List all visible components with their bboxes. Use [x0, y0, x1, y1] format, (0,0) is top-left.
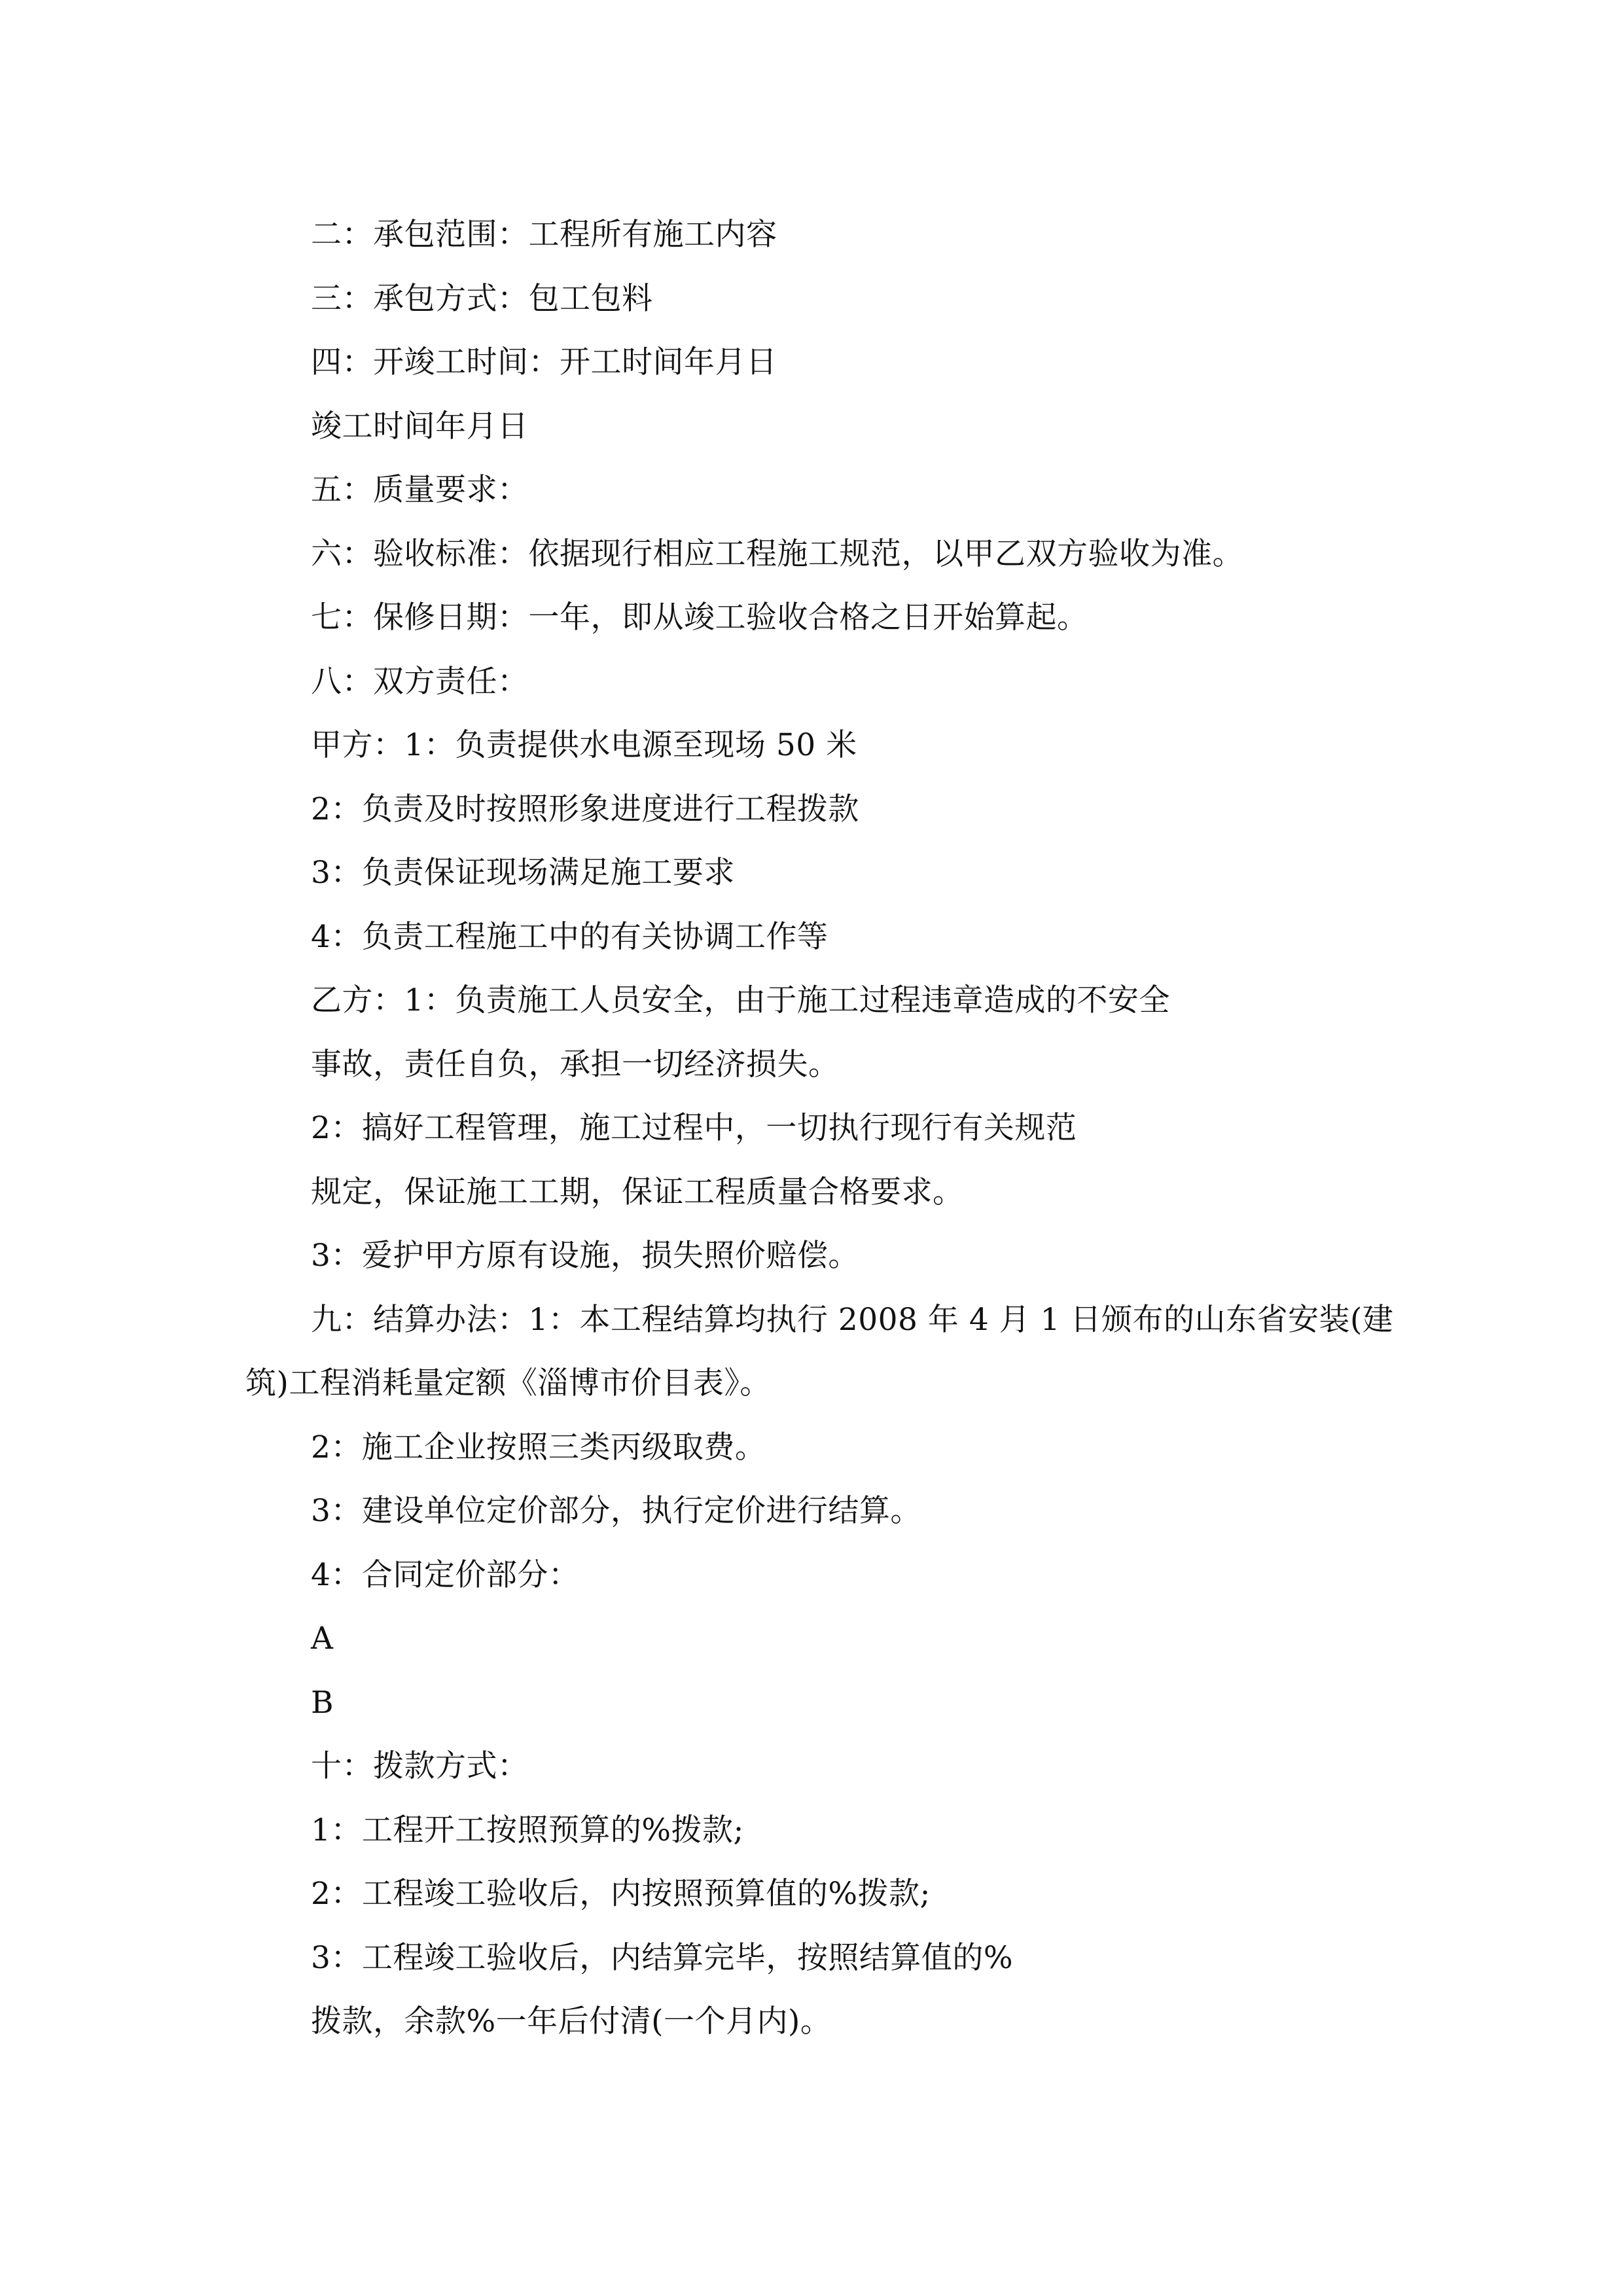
clause-8-responsibilities: 八：双方责任： — [311, 663, 529, 700]
clause-4-completion: 竣工时间年月日 — [311, 408, 529, 444]
settlement-item-b: B — [311, 1684, 334, 1721]
clause-9-settlement — [245, 1288, 1394, 1416]
payment-item-3: 3：工程竣工验收后，内结算完毕，按照结算值的% — [311, 1939, 1014, 1976]
payment-item-3-cont: 拨款，余款%一年后付清(一个月内)。 — [311, 2003, 832, 2039]
clause-4-schedule: 四：开竣工时间：开工时间年月日 — [311, 344, 777, 380]
party-a-item-3: 3：负责保证现场满足施工要求 — [311, 855, 735, 891]
document-body — [245, 203, 1394, 2054]
clause-10-payment: 十：拨款方式： — [311, 1748, 529, 1784]
party-a-item-2: 2：负责及时按照形象进度进行工程拨款 — [311, 791, 859, 827]
settlement-item-3: 3：建设单位定价部分，执行定价进行结算。 — [311, 1493, 921, 1529]
party-b-item-1: 乙方：1：负责施工人员安全，由于施工过程违章造成的不安全 — [311, 982, 1170, 1018]
clause-9-settlement-line-2: 筑)工程消耗量定额《淄博市价目表》。 — [245, 1365, 771, 1401]
party-b-item-3: 3：爱护甲方原有设施，损失照价赔偿。 — [311, 1238, 859, 1274]
settlement-item-a: A — [311, 1621, 334, 1657]
settlement-item-2: 2：施工企业按照三类丙级取费。 — [311, 1429, 766, 1465]
party-a-item-4: 4：负责工程施工中的有关协调工作等 — [311, 918, 829, 955]
party-b-item-2-cont: 规定，保证施工工期，保证工程质量合格要求。 — [311, 1174, 964, 1210]
settlement-item-4: 4：合同定价部分： — [311, 1556, 580, 1593]
party-a-item-1: 甲方：1：负责提供水电源至现场 50 米 — [311, 727, 857, 763]
party-b-item-2: 2：搞好工程管理，施工过程中，一切执行现行有关规范 — [311, 1110, 1077, 1146]
payment-item-1: 1：工程开工按照预算的%拨款; — [311, 1812, 744, 1848]
clause-5-quality: 五：质量要求： — [311, 472, 529, 508]
clause-7-warranty: 七：保修日期：一年，即从竣工验收合格之日开始算起。 — [311, 600, 1088, 636]
clause-2-scope: 二：承包范围：工程所有施工内容 — [311, 217, 777, 253]
party-b-item-1-cont: 事故，责任自负，承担一切经济损失。 — [311, 1046, 840, 1083]
clause-9-settlement-line-1: 九：结算办法：1：本工程结算均执行 2008 年 4 月 1 日颁布的山东省安装(建 — [311, 1301, 1394, 1338]
clause-3-method: 三：承包方式：包工包料 — [311, 280, 653, 317]
clause-6-acceptance: 六：验收标准：依据现行相应工程施工规范，以甲乙双方验收为准。 — [311, 535, 1243, 572]
payment-item-2: 2：工程竣工验收后，内按照预算值的%拨款; — [311, 1876, 931, 1912]
